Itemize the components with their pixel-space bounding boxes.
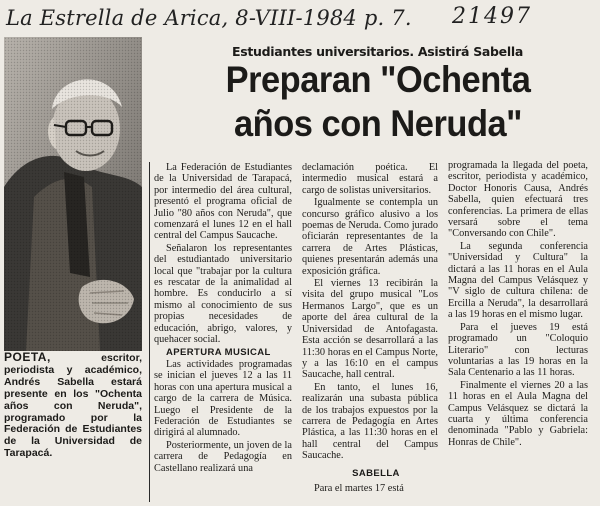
subheading: SABELLA [352, 467, 400, 479]
photo-caption [4, 352, 142, 460]
column-divider [149, 162, 150, 502]
paragraph: El viernes 13 recibirán la visita del grupo musical "Los Hermanos Largo", que es un aporte del área cultural de la Universidad de Antofagasta. Esta acción se desarrollará a las 11:30 horas en el Campus Norte, y a las 16:10 en el campus Saucache, hall central. [302, 278, 438, 381]
article-kicker: Estudiantes universitarios. Asistirá Sabella [232, 44, 523, 59]
subheading: APERTURA MUSICAL [166, 346, 271, 358]
article-column-2 [302, 162, 438, 502]
article-headline: Preparan "Ochenta años con Neruda" [225, 59, 531, 144]
paragraph: Finalmente el viernes 20 a las 11 horas en el Aula Magna del Campus Velásquez se dictará la cuarta y última conferencia denominada "Pablo y Gabriela: Honras de Chile". [448, 379, 588, 448]
paragraph: La segunda conferencia "Universidad y Cultura" la dictará a las 11 horas en el Aula Magna del Campus Velásquez y "V siglo de cultura chilena: de Ercilla a Neruda", la desarrollará a las 19 horas en el mismo lugar. [448, 240, 588, 321]
paragraph: Señalaron los representantes del estudiantado universitario local que "trabajar por la cultura es rescatar de la animalidad al hombre. Es conducirlo a sí mismo al conocimiento de sus propias necesidades de educación, abrigo, valores, y quehacer social. [154, 242, 292, 346]
caption-text: escritor, periodista y académico, Andrés Sabella estará presente en los "Ochenta años con Neruda", programado por la Federación de Estudiantes de la Universidad de Tarapacá. [4, 352, 142, 460]
handwritten-archive-number: 21497 [452, 4, 532, 29]
article-column-3 [448, 160, 588, 500]
portrait-image [4, 37, 142, 351]
paragraph: Para el martes 17 está [314, 482, 404, 494]
paragraph: Las actividades programadas se inician el jueves 12 a las 11 horas con una apertura musical a cargo de la carrera de Música. Luego el Presidente de la Federación de Estudiantes se dirigirá al alumnado. [154, 358, 292, 439]
handwritten-source-note: La Estrella de Arica, 8-VIII-1984 p. 7. [6, 6, 412, 30]
paragraph: En tanto, el lunes 16, realizarán una subasta pública de los trabajos expuestos por la carrera de Pedagogía en Artes Plástica, a las 11:30 horas en el hall central del Campus Saucache. [302, 381, 438, 462]
paragraph: declamación poética. El intermedio musical estará a cargo de solistas universitarios. [302, 162, 438, 196]
paragraph: Posteriormente, un joven de la carrera de Pedagogía en Castellano realizará una [154, 439, 292, 474]
paragraph: programada la llegada del poeta, escritor, periodista y académico, Doctor Honoris Causa, Andrés Sabella, quien efectuará tres conferencias. La primera de ellas versará sobre el tema "Conversando con Chile". [448, 160, 588, 240]
paragraph: La Federación de Estudiantes de la Universidad de Tarapacá, por intermedio del área cultural, presentó el programa oficial de Julio "80 años con Neruda", que comenzará el lunes 12 en el hall central del Campus Saucache. [154, 162, 292, 242]
portrait-photo [4, 37, 142, 351]
paragraph: Igualmente se contempla un concurso gráfico alusivo a los poemas de Neruda. Como jurado oficiarán representantes de la carrera de Artes Plásticas, quienes presentarán además una exposición gráfica. [302, 197, 438, 277]
caption-lead: POETA, [4, 350, 51, 364]
paragraph: Para el jueves 19 está programado un "Coloquio Literario" con lecturas voluntarias a las 19 horas en la Sala Centenario a las 11 horas. [448, 321, 588, 379]
article-column-1 [154, 162, 292, 502]
